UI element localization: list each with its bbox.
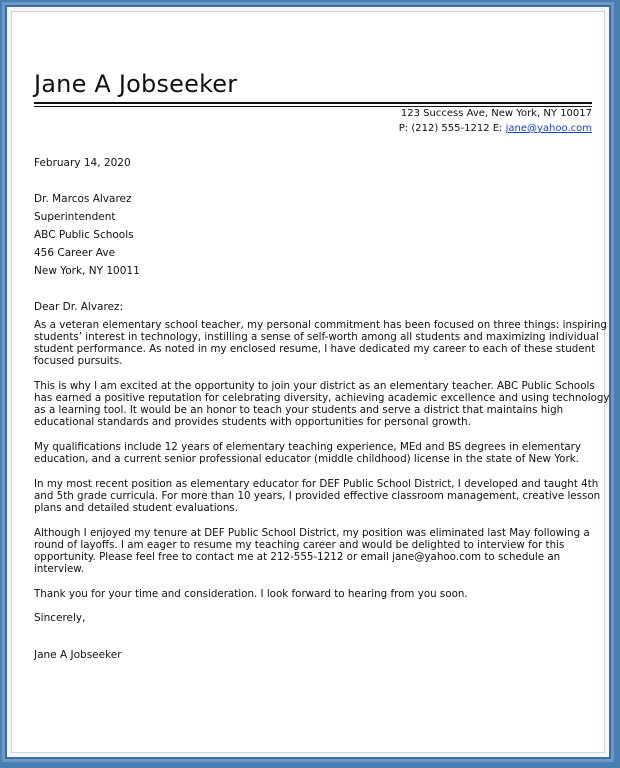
paragraph-line: Although I enjoyed my tenure at DEF Public School District, my position was eliminated last May following a: [34, 527, 590, 539]
paragraph-line: round of layoffs. I am eager to resume my teaching career and would be delighted to interview for this: [34, 539, 565, 551]
header-rule-thin: [34, 106, 592, 107]
paragraph-line: interview.: [34, 563, 85, 575]
paragraph-line: This is why I am excited at the opportunity to join your district as an elementary teacher. ABC Public Schools: [34, 380, 595, 392]
paragraph-line: has earned a positive reputation for celebrating diversity, achieving academic excellence and using technology: [34, 392, 610, 404]
paragraph-line: Thank you for your time and consideration. I look forward to hearing from you soon.: [34, 588, 468, 600]
sender-email-link[interactable]: jane@yahoo.com: [505, 123, 592, 134]
paragraph-line: as a learning tool. It would be an honor to teach your students and serve a district that maintains high: [34, 404, 564, 416]
sender-address: 123 Success Ave, New York, NY 10017: [400, 108, 592, 119]
body-paragraph: [34, 441, 596, 465]
body-paragraph: [34, 380, 610, 428]
recipient-organization: ABC Public Schools: [34, 229, 134, 241]
body-paragraph: [34, 319, 607, 367]
sender-phone: P: (212) 555-1212 E:: [398, 123, 506, 134]
paragraph-line: educational standards and provides students with opportunities for personal growth.: [34, 416, 471, 428]
recipient-street: 456 Career Ave: [34, 247, 116, 259]
sender-name: Jane A Jobseeker: [34, 70, 238, 98]
paragraph-line: and 5th grade curricula. For more than 10 years, I provided effective classroom management, creative lesson: [34, 490, 601, 502]
salutation: Dear Dr. Alvarez:: [34, 301, 124, 313]
paragraph-line: My qualifications include 12 years of elementary teaching experience, MEd and BS degrees in elementary: [34, 441, 581, 453]
body-paragraph: [34, 527, 596, 575]
paragraph-line: In my most recent position as elementary educator for DEF Public School District, I developed and taught 4th: [34, 478, 599, 490]
closing: Sincerely,: [34, 612, 86, 624]
paragraph-line: plans and detailed student evaluations.: [34, 502, 239, 514]
recipient-name: Dr. Marcos Alvarez: [34, 193, 132, 205]
document-frame: [2, 2, 614, 762]
paragraph-line: student performance. As noted in my enclosed resume, I have dedicated my career to each of these student: [34, 343, 596, 355]
body-paragraph: [34, 588, 596, 600]
sender-contact: [399, 123, 592, 134]
recipient-city: New York, NY 10011: [34, 265, 140, 277]
recipient-title: Superintendent: [34, 211, 116, 223]
paragraph-line: students’ interest in technology, instilling a sense of self-worth among all students and maximizing individual: [34, 331, 599, 343]
letter-date: February 14, 2020: [34, 157, 131, 169]
paragraph-line: opportunity. Please feel free to contact me at 212-555-1212 or email jane@yahoo.com to schedule an: [34, 551, 561, 563]
paragraph-line: As a veteran elementary school teacher, my personal commitment has been focused on three things: inspiring: [34, 319, 607, 331]
letter-page: [11, 11, 610, 753]
signature-name: Jane A Jobseeker: [34, 649, 122, 661]
paragraph-line: focused pursuits.: [34, 355, 123, 367]
header-rule-thick: [34, 102, 592, 104]
paragraph-line: education, and a current senior professional educator (middle childhood) license in the state of New York.: [34, 453, 579, 465]
body-paragraph: [34, 478, 601, 514]
